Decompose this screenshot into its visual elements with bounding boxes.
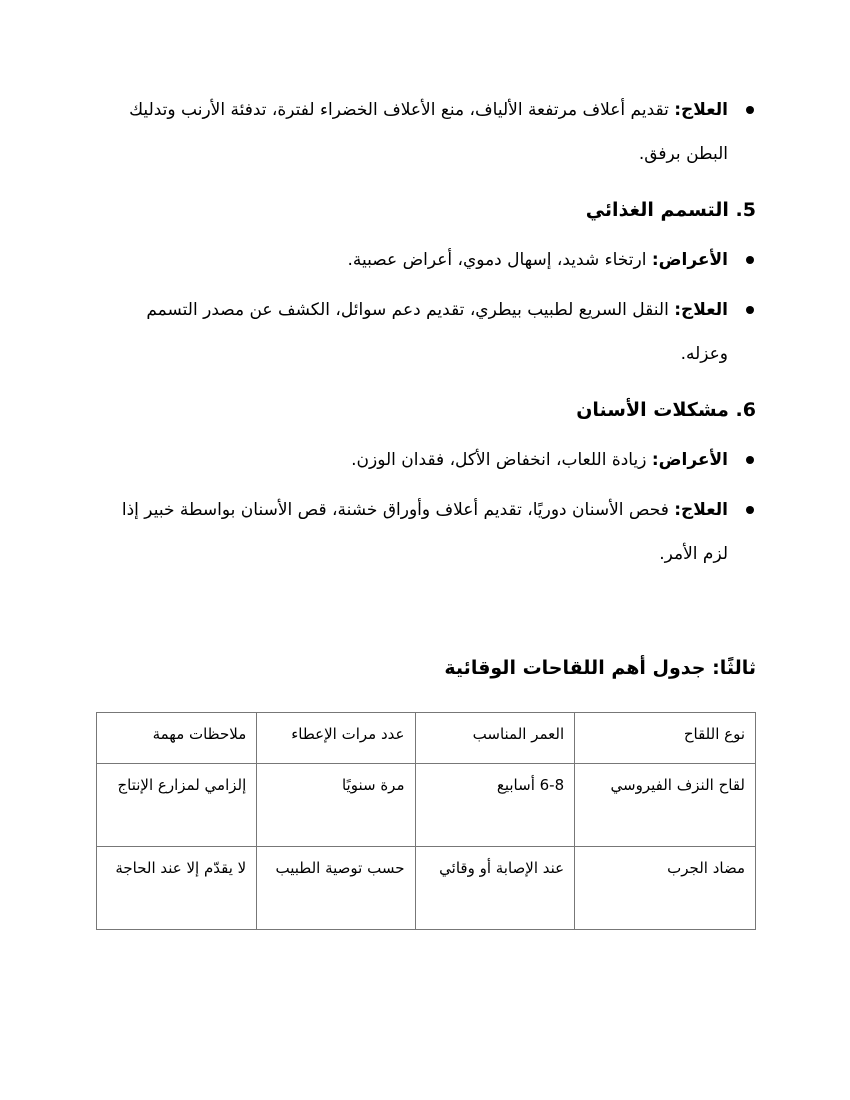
list-item — [96, 438, 756, 482]
treatment-text: النقل السريع لطبيب بيطري، تقديم دعم سوائل، الكشف عن مصدر التسمم وعزله. — [146, 300, 728, 364]
cell-vaccine-type: لقاح النزف الفيروسي — [575, 764, 756, 847]
table-section-heading: ثالثًا: جدول أهم اللقاحات الوقائية — [444, 657, 756, 679]
table-row — [97, 764, 756, 847]
section-title: مشكلات الأسنان — [576, 399, 729, 421]
list-item — [96, 288, 756, 376]
bullet-icon — [746, 456, 754, 464]
treatment-label: العلاج: — [674, 500, 728, 520]
list-item — [96, 488, 756, 576]
cell-dose-count: حسب توصية الطبيب — [257, 847, 415, 930]
symptoms-text: زيادة اللعاب، انخفاض الأكل، فقدان الوزن. — [351, 450, 647, 470]
bullet-icon — [746, 306, 754, 314]
table-header-row — [97, 713, 756, 764]
cell-suitable-age: عند الإصابة أو وقائي — [415, 847, 575, 930]
section4-bullets — [96, 88, 756, 176]
bullet-icon — [746, 506, 754, 514]
header-notes: ملاحظات مهمة — [97, 713, 257, 764]
symptoms-label: الأعراض: — [651, 250, 728, 270]
bullet-icon — [746, 106, 754, 114]
section6-bullets — [96, 438, 756, 576]
table-row — [97, 847, 756, 930]
cell-notes: لا يقدّم إلا عند الحاجة — [97, 847, 257, 930]
treatment-text: تقديم أعلاف مرتفعة الألياف، منع الأعلاف الخضراء لفترة، تدفئة الأرنب وتدليك البطن برفق. — [129, 100, 728, 164]
header-vaccine-type: نوع اللقاح — [575, 713, 756, 764]
list-item — [96, 238, 756, 282]
section-heading — [96, 388, 756, 432]
header-dose-count: عدد مرات الإعطاء — [257, 713, 415, 764]
vaccines-table — [96, 712, 756, 930]
cell-vaccine-type: مضاد الجرب — [575, 847, 756, 930]
list-item — [96, 88, 756, 176]
treatment-label: العلاج: — [674, 100, 728, 120]
section-title: التسمم الغذائي — [585, 199, 729, 221]
cell-notes: إلزامي لمزارع الإنتاج — [97, 764, 257, 847]
cell-suitable-age: 6-8 أسابيع — [415, 764, 575, 847]
section5-bullets — [96, 238, 756, 376]
section-number: 6. — [735, 399, 756, 421]
treatment-label: العلاج: — [674, 300, 728, 320]
symptoms-text: ارتخاء شديد، إسهال دموي، أعراض عصبية. — [347, 250, 647, 270]
header-suitable-age: العمر المناسب — [415, 713, 575, 764]
cell-dose-count: مرة سنويًا — [257, 764, 415, 847]
section-heading — [96, 188, 756, 232]
treatment-text: فحص الأسنان دوريًا، تقديم أعلاف وأوراق خشنة، قص الأسنان بواسطة خبير إذا لزم الأمر. — [121, 500, 728, 564]
section-number: 5. — [735, 199, 756, 221]
symptoms-label: الأعراض: — [651, 450, 728, 470]
document-page — [96, 88, 756, 930]
bullet-icon — [746, 256, 754, 264]
